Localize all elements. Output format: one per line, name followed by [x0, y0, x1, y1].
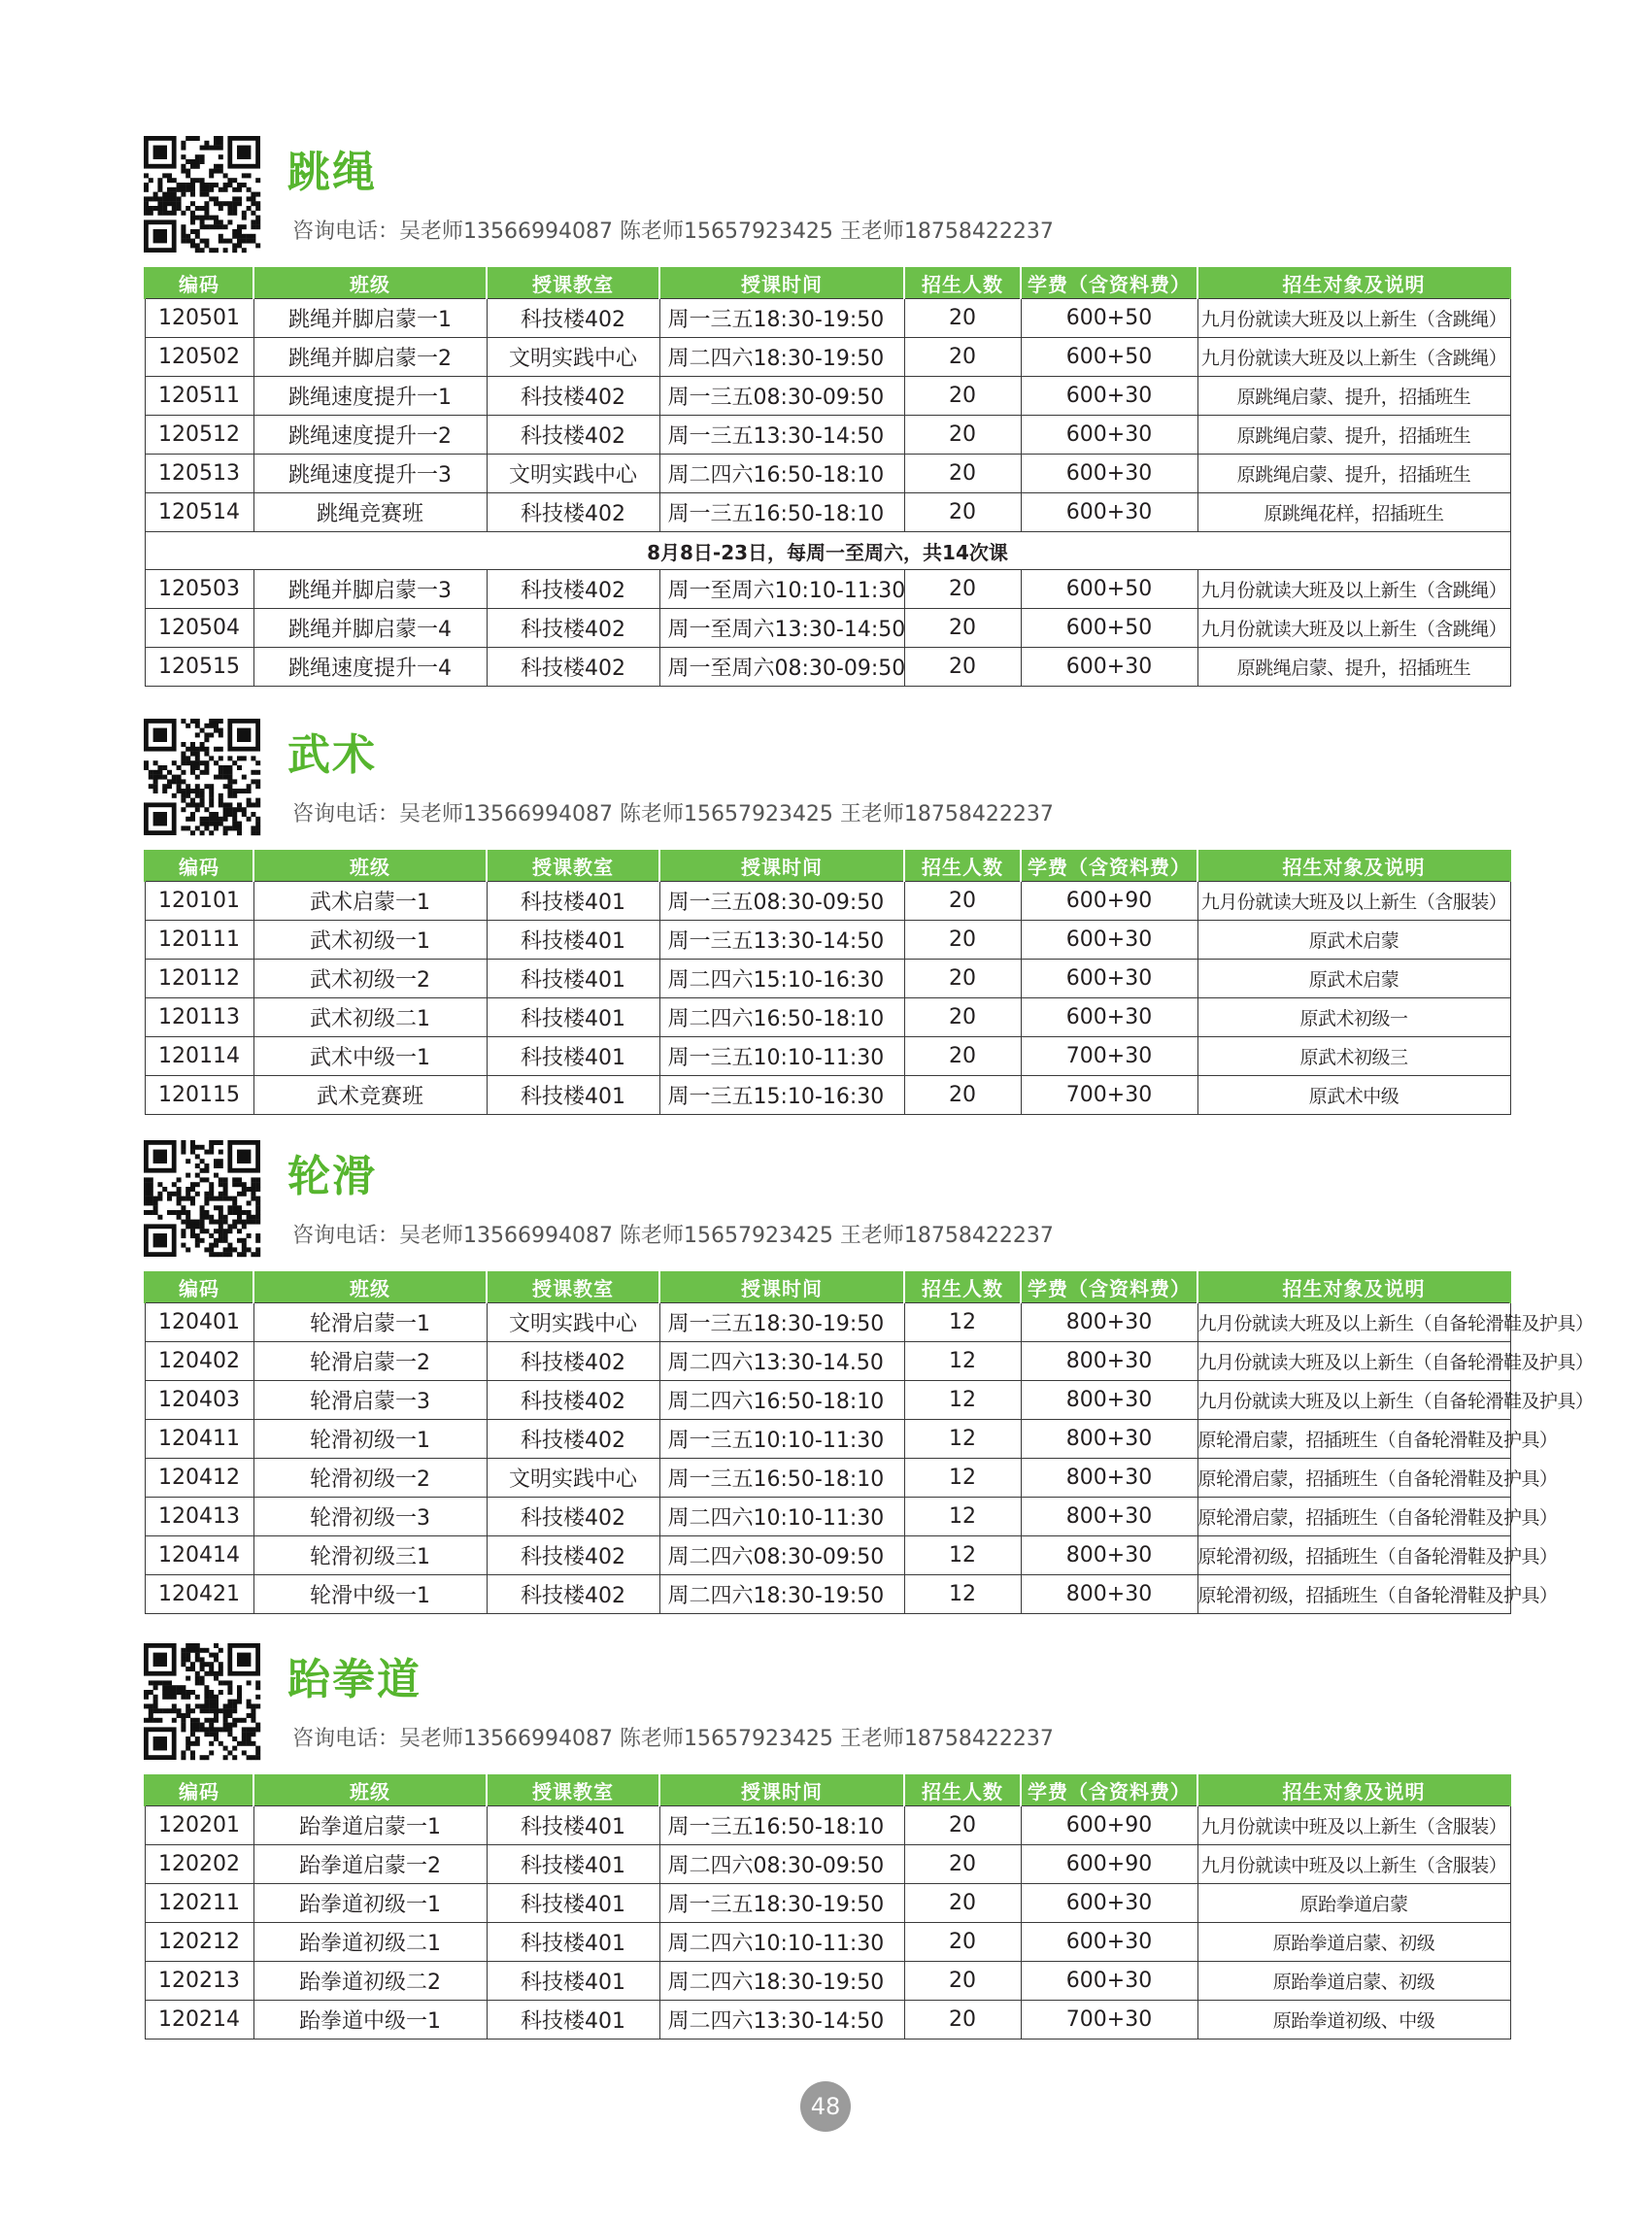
cell-code: 120501 [145, 299, 253, 338]
column-header-fee: 学费（含资料费） [1021, 267, 1197, 299]
column-header-classroom: 授课教室 [487, 1774, 659, 1806]
cell-fee: 600+50 [1021, 570, 1197, 609]
cell-classroom: 科技楼402 [487, 609, 659, 648]
schedule-notice: 8月8日-23日，每周一至周六，共14次课 [145, 532, 1510, 570]
cell-time: 周一三五18:30-19:50 [659, 299, 904, 338]
cell-time: 周一至周六08:30-09:50 [659, 648, 904, 687]
column-header-class: 班级 [253, 267, 487, 299]
cell-code: 120421 [145, 1575, 253, 1614]
cell-classroom: 文明实践中心 [487, 1303, 659, 1342]
section-roller-skating [144, 1140, 1594, 1614]
cell-note: 原轮滑初级，招插班生（自备轮滑鞋及护具） [1197, 1536, 1510, 1575]
cell-fee: 800+30 [1021, 1498, 1197, 1536]
cell-time: 周二四六08:30-09:50 [659, 1845, 904, 1884]
cell-code: 120511 [145, 377, 253, 416]
cell-capacity: 12 [904, 1381, 1021, 1420]
column-header-note: 招生对象及说明 [1197, 850, 1510, 882]
column-header-classroom: 授课教室 [487, 267, 659, 299]
table-row [145, 1845, 1510, 1884]
course-table [144, 1774, 1511, 2040]
table-row [145, 1459, 1510, 1498]
cell-note: 九月份就读中班及以上新生（含服装） [1197, 1845, 1510, 1884]
cell-time: 周二四六18:30-19:50 [659, 1962, 904, 2001]
cell-note: 九月份就读大班及以上新生（自备轮滑鞋及护具） [1197, 1303, 1510, 1342]
column-header-fee: 学费（含资料费） [1021, 850, 1197, 882]
cell-time: 周二四六13:30-14:50 [659, 2001, 904, 2040]
cell-fee: 600+30 [1021, 1962, 1197, 2001]
cell-fee: 600+50 [1021, 338, 1197, 377]
cell-code: 120202 [145, 1845, 253, 1884]
cell-fee: 700+30 [1021, 2001, 1197, 2040]
table-row [145, 455, 1510, 493]
cell-code: 120112 [145, 960, 253, 998]
cell-code: 120413 [145, 1498, 253, 1536]
table-row [145, 1536, 1510, 1575]
cell-capacity: 12 [904, 1342, 1021, 1381]
cell-class: 跳绳并脚启蒙一1 [253, 299, 487, 338]
cell-note: 九月份就读大班及以上新生（含跳绳） [1197, 338, 1510, 377]
cell-note: 原轮滑初级，招插班生（自备轮滑鞋及护具） [1197, 1575, 1510, 1614]
notice-row [145, 532, 1510, 570]
cell-fee: 600+30 [1021, 960, 1197, 998]
table-header-row [145, 267, 1510, 299]
table-row [145, 609, 1510, 648]
table-row [145, 1498, 1510, 1536]
cell-classroom: 科技楼402 [487, 1498, 659, 1536]
cell-note: 原轮滑启蒙，招插班生（自备轮滑鞋及护具） [1197, 1420, 1510, 1459]
cell-time: 周一三五10:10-11:30 [659, 1420, 904, 1459]
cell-classroom: 科技楼401 [487, 1076, 659, 1115]
cell-code: 120504 [145, 609, 253, 648]
section-header [144, 719, 1509, 850]
section-taekwondo [144, 1643, 1509, 2040]
course-table [144, 1271, 1594, 1614]
column-header-code: 编码 [145, 850, 253, 882]
cell-classroom: 科技楼402 [487, 416, 659, 455]
column-header-capacity: 招生人数 [904, 1774, 1021, 1806]
cell-capacity: 20 [904, 921, 1021, 960]
column-header-note: 招生对象及说明 [1197, 267, 1510, 299]
cell-note: 原跳绳启蒙、提升，招插班生 [1197, 377, 1510, 416]
table-row [145, 2001, 1510, 2040]
cell-note: 原武术启蒙 [1197, 921, 1510, 960]
cell-class: 轮滑启蒙一1 [253, 1303, 487, 1342]
cell-classroom: 科技楼402 [487, 1536, 659, 1575]
cell-classroom: 科技楼401 [487, 960, 659, 998]
section-title: 轮滑 [287, 1152, 377, 1201]
cell-classroom: 科技楼402 [487, 299, 659, 338]
qr-code-icon [144, 1140, 260, 1257]
cell-class: 轮滑启蒙一3 [253, 1381, 487, 1420]
table-row [145, 998, 1510, 1037]
cell-capacity: 20 [904, 1923, 1021, 1962]
cell-time: 周一三五16:50-18:10 [659, 1459, 904, 1498]
cell-fee: 800+30 [1021, 1342, 1197, 1381]
cell-fee: 600+30 [1021, 1884, 1197, 1923]
cell-note: 原跳绳花样，招插班生 [1197, 493, 1510, 532]
cell-note: 九月份就读大班及以上新生（含跳绳） [1197, 299, 1510, 338]
cell-capacity: 20 [904, 416, 1021, 455]
qr-code-icon [144, 1643, 260, 1760]
cell-capacity: 12 [904, 1498, 1021, 1536]
cell-fee: 800+30 [1021, 1303, 1197, 1342]
column-header-fee: 学费（含资料费） [1021, 1271, 1197, 1303]
cell-classroom: 科技楼401 [487, 921, 659, 960]
cell-fee: 600+90 [1021, 1806, 1197, 1845]
cell-class: 跆拳道启蒙一1 [253, 1806, 487, 1845]
cell-code: 120201 [145, 1806, 253, 1845]
cell-class: 轮滑中级一1 [253, 1575, 487, 1614]
cell-capacity: 12 [904, 1575, 1021, 1614]
cell-time: 周二四六10:10-11:30 [659, 1923, 904, 1962]
cell-fee: 600+30 [1021, 455, 1197, 493]
section-header [144, 1140, 1509, 1271]
column-header-classroom: 授课教室 [487, 1271, 659, 1303]
cell-note: 九月份就读大班及以上新生（含跳绳） [1197, 609, 1510, 648]
cell-capacity: 20 [904, 609, 1021, 648]
cell-capacity: 20 [904, 960, 1021, 998]
cell-capacity: 20 [904, 455, 1021, 493]
cell-classroom: 科技楼402 [487, 1575, 659, 1614]
cell-code: 120213 [145, 1962, 253, 2001]
cell-time: 周一三五10:10-11:30 [659, 1037, 904, 1076]
cell-note: 原武术初级三 [1197, 1037, 1510, 1076]
cell-code: 120101 [145, 882, 253, 921]
table-row [145, 416, 1510, 455]
cell-time: 周一三五15:10-16:30 [659, 1076, 904, 1115]
cell-time: 周一三五16:50-18:10 [659, 1806, 904, 1845]
cell-capacity: 20 [904, 998, 1021, 1037]
cell-classroom: 科技楼402 [487, 570, 659, 609]
table-row [145, 1884, 1510, 1923]
cell-note: 原轮滑启蒙，招插班生（自备轮滑鞋及护具） [1197, 1459, 1510, 1498]
cell-class: 跆拳道初级一1 [253, 1884, 487, 1923]
cell-fee: 600+50 [1021, 609, 1197, 648]
cell-capacity: 12 [904, 1536, 1021, 1575]
cell-note: 原跆拳道启蒙、初级 [1197, 1923, 1510, 1962]
cell-capacity: 20 [904, 648, 1021, 687]
cell-time: 周一至周六13:30-14:50 [659, 609, 904, 648]
cell-code: 120403 [145, 1381, 253, 1420]
cell-capacity: 20 [904, 570, 1021, 609]
table-row [145, 1923, 1510, 1962]
cell-fee: 800+30 [1021, 1420, 1197, 1459]
cell-fee: 600+90 [1021, 1845, 1197, 1884]
cell-code: 120113 [145, 998, 253, 1037]
cell-class: 轮滑初级一3 [253, 1498, 487, 1536]
cell-time: 周一三五08:30-09:50 [659, 882, 904, 921]
cell-code: 120412 [145, 1459, 253, 1498]
table-row [145, 377, 1510, 416]
cell-fee: 800+30 [1021, 1536, 1197, 1575]
cell-time: 周二四六16:50-18:10 [659, 998, 904, 1037]
cell-note: 原跳绳启蒙、提升，招插班生 [1197, 648, 1510, 687]
cell-classroom: 科技楼401 [487, 1962, 659, 2001]
cell-fee: 800+30 [1021, 1459, 1197, 1498]
cell-note: 九月份就读大班及以上新生（自备轮滑鞋及护具） [1197, 1342, 1510, 1381]
cell-class: 跳绳竞赛班 [253, 493, 487, 532]
table-row [145, 570, 1510, 609]
cell-classroom: 科技楼401 [487, 2001, 659, 2040]
cell-note: 九月份就读大班及以上新生（含跳绳） [1197, 570, 1510, 609]
cell-time: 周二四六13:30-14.50 [659, 1342, 904, 1381]
cell-note: 原武术初级一 [1197, 998, 1510, 1037]
table-row [145, 1076, 1510, 1115]
table-row [145, 1420, 1510, 1459]
section-martial-arts [144, 719, 1509, 1115]
section-contact: 咨询电话：吴老师13566994087 陈老师15657923425 王老师18758422237 [292, 1727, 1054, 1751]
cell-time: 周一至周六10:10-11:30 [659, 570, 904, 609]
cell-class: 跳绳速度提升一2 [253, 416, 487, 455]
cell-code: 120512 [145, 416, 253, 455]
cell-classroom: 科技楼402 [487, 648, 659, 687]
section-contact: 咨询电话：吴老师13566994087 陈老师15657923425 王老师18758422237 [292, 1224, 1054, 1248]
cell-capacity: 20 [904, 1076, 1021, 1115]
cell-fee: 800+30 [1021, 1575, 1197, 1614]
cell-capacity: 20 [904, 299, 1021, 338]
cell-classroom: 文明实践中心 [487, 338, 659, 377]
table-row [145, 1303, 1510, 1342]
cell-time: 周一三五13:30-14:50 [659, 416, 904, 455]
table-header-row [145, 1271, 1510, 1303]
column-header-capacity: 招生人数 [904, 1271, 1021, 1303]
cell-classroom: 科技楼402 [487, 1381, 659, 1420]
cell-classroom: 科技楼401 [487, 1845, 659, 1884]
cell-time: 周一三五18:30-19:50 [659, 1303, 904, 1342]
cell-capacity: 20 [904, 1845, 1021, 1884]
cell-classroom: 科技楼401 [487, 882, 659, 921]
cell-capacity: 12 [904, 1420, 1021, 1459]
cell-class: 轮滑初级一2 [253, 1459, 487, 1498]
cell-classroom: 文明实践中心 [487, 455, 659, 493]
column-header-code: 编码 [145, 1774, 253, 1806]
page-number: 48 [800, 2081, 851, 2132]
column-header-classroom: 授课教室 [487, 850, 659, 882]
cell-classroom: 科技楼402 [487, 377, 659, 416]
table-row [145, 921, 1510, 960]
table-row [145, 1962, 1510, 2001]
cell-class: 跆拳道初级二2 [253, 1962, 487, 2001]
cell-class: 跳绳并脚启蒙一4 [253, 609, 487, 648]
cell-code: 120402 [145, 1342, 253, 1381]
cell-class: 跳绳速度提升一3 [253, 455, 487, 493]
cell-code: 120212 [145, 1923, 253, 1962]
cell-code: 120513 [145, 455, 253, 493]
cell-note: 原武术启蒙 [1197, 960, 1510, 998]
cell-note: 九月份就读大班及以上新生（含服装） [1197, 882, 1510, 921]
section-title: 跳绳 [287, 148, 377, 197]
cell-classroom: 科技楼402 [487, 1420, 659, 1459]
cell-time: 周一三五13:30-14:50 [659, 921, 904, 960]
cell-note: 原跳绳启蒙、提升，招插班生 [1197, 416, 1510, 455]
qr-code-icon [144, 136, 260, 253]
section-contact: 咨询电话：吴老师13566994087 陈老师15657923425 王老师18758422237 [292, 219, 1054, 244]
cell-class: 轮滑初级一1 [253, 1420, 487, 1459]
cell-class: 武术初级二1 [253, 998, 487, 1037]
table-row [145, 338, 1510, 377]
column-header-time: 授课时间 [659, 267, 904, 299]
table-row [145, 299, 1510, 338]
cell-class: 武术初级一2 [253, 960, 487, 998]
column-header-note: 招生对象及说明 [1197, 1774, 1510, 1806]
cell-classroom: 科技楼401 [487, 1037, 659, 1076]
table-row [145, 648, 1510, 687]
column-header-class: 班级 [253, 1774, 487, 1806]
cell-code: 120414 [145, 1536, 253, 1575]
column-header-fee: 学费（含资料费） [1021, 1774, 1197, 1806]
cell-time: 周二四六15:10-16:30 [659, 960, 904, 998]
cell-code: 120514 [145, 493, 253, 532]
cell-fee: 700+30 [1021, 1037, 1197, 1076]
cell-classroom: 科技楼402 [487, 493, 659, 532]
cell-capacity: 20 [904, 1806, 1021, 1845]
cell-fee: 600+30 [1021, 416, 1197, 455]
cell-note: 原跆拳道启蒙、初级 [1197, 1962, 1510, 2001]
table-row [145, 1381, 1510, 1420]
cell-time: 周二四六18:30-19:50 [659, 338, 904, 377]
column-header-class: 班级 [253, 850, 487, 882]
cell-code: 120114 [145, 1037, 253, 1076]
cell-code: 120115 [145, 1076, 253, 1115]
cell-time: 周二四六16:50-18:10 [659, 455, 904, 493]
cell-class: 轮滑启蒙一2 [253, 1342, 487, 1381]
cell-capacity: 20 [904, 377, 1021, 416]
cell-capacity: 20 [904, 493, 1021, 532]
cell-note: 九月份就读大班及以上新生（自备轮滑鞋及护具） [1197, 1381, 1510, 1420]
cell-capacity: 20 [904, 2001, 1021, 2040]
section-title: 跆拳道 [287, 1655, 421, 1704]
cell-time: 周二四六08:30-09:50 [659, 1536, 904, 1575]
course-table [144, 850, 1511, 1115]
cell-class: 轮滑初级三1 [253, 1536, 487, 1575]
column-header-code: 编码 [145, 267, 253, 299]
cell-time: 周一三五16:50-18:10 [659, 493, 904, 532]
cell-capacity: 12 [904, 1459, 1021, 1498]
cell-class: 跳绳并脚启蒙一3 [253, 570, 487, 609]
cell-fee: 600+30 [1021, 921, 1197, 960]
column-header-capacity: 招生人数 [904, 850, 1021, 882]
cell-capacity: 20 [904, 1884, 1021, 1923]
cell-fee: 600+50 [1021, 299, 1197, 338]
column-header-capacity: 招生人数 [904, 267, 1021, 299]
qr-code-icon [144, 719, 260, 835]
cell-class: 武术初级一1 [253, 921, 487, 960]
cell-class: 跳绳速度提升一4 [253, 648, 487, 687]
section-jump-rope [144, 136, 1509, 687]
cell-fee: 600+30 [1021, 1923, 1197, 1962]
cell-fee: 800+30 [1021, 1381, 1197, 1420]
table-row [145, 493, 1510, 532]
column-header-code: 编码 [145, 1271, 253, 1303]
cell-classroom: 科技楼401 [487, 1806, 659, 1845]
cell-code: 120515 [145, 648, 253, 687]
cell-note: 原跆拳道启蒙 [1197, 1884, 1510, 1923]
table-row [145, 1806, 1510, 1845]
section-header [144, 1643, 1509, 1774]
column-header-class: 班级 [253, 1271, 487, 1303]
cell-code: 120214 [145, 2001, 253, 2040]
section-contact: 咨询电话：吴老师13566994087 陈老师15657923425 王老师18758422237 [292, 802, 1054, 826]
cell-code: 120502 [145, 338, 253, 377]
cell-class: 跆拳道启蒙一2 [253, 1845, 487, 1884]
cell-code: 120111 [145, 921, 253, 960]
cell-capacity: 20 [904, 338, 1021, 377]
cell-time: 周一三五08:30-09:50 [659, 377, 904, 416]
cell-time: 周二四六18:30-19:50 [659, 1575, 904, 1614]
cell-class: 武术中级一1 [253, 1037, 487, 1076]
cell-fee: 600+90 [1021, 882, 1197, 921]
section-title: 武术 [287, 730, 377, 780]
column-header-time: 授课时间 [659, 1271, 904, 1303]
cell-classroom: 科技楼401 [487, 1923, 659, 1962]
table-row [145, 1342, 1510, 1381]
column-header-time: 授课时间 [659, 1774, 904, 1806]
cell-code: 120211 [145, 1884, 253, 1923]
cell-classroom: 科技楼402 [487, 1342, 659, 1381]
cell-capacity: 20 [904, 882, 1021, 921]
cell-time: 周一三五18:30-19:50 [659, 1884, 904, 1923]
cell-class: 跆拳道初级二1 [253, 1923, 487, 1962]
cell-classroom: 科技楼401 [487, 1884, 659, 1923]
cell-classroom: 科技楼401 [487, 998, 659, 1037]
cell-fee: 600+30 [1021, 648, 1197, 687]
cell-class: 跆拳道中级一1 [253, 2001, 487, 2040]
column-header-note: 招生对象及说明 [1197, 1271, 1510, 1303]
cell-class: 跳绳速度提升一1 [253, 377, 487, 416]
cell-note: 原武术中级 [1197, 1076, 1510, 1115]
cell-capacity: 12 [904, 1303, 1021, 1342]
cell-capacity: 20 [904, 1962, 1021, 2001]
table-row [145, 882, 1510, 921]
table-row [145, 960, 1510, 998]
table-row [145, 1037, 1510, 1076]
cell-classroom: 文明实践中心 [487, 1459, 659, 1498]
cell-fee: 600+30 [1021, 998, 1197, 1037]
cell-fee: 700+30 [1021, 1076, 1197, 1115]
cell-code: 120401 [145, 1303, 253, 1342]
section-header [144, 136, 1509, 267]
cell-class: 武术竞赛班 [253, 1076, 487, 1115]
table-header-row [145, 1774, 1510, 1806]
cell-class: 武术启蒙一1 [253, 882, 487, 921]
cell-class: 跳绳并脚启蒙一2 [253, 338, 487, 377]
cell-note: 九月份就读中班及以上新生（含服装） [1197, 1806, 1510, 1845]
cell-fee: 600+30 [1021, 493, 1197, 532]
course-table [144, 267, 1511, 687]
table-header-row [145, 850, 1510, 882]
cell-time: 周二四六10:10-11:30 [659, 1498, 904, 1536]
cell-note: 原轮滑启蒙，招插班生（自备轮滑鞋及护具） [1197, 1498, 1510, 1536]
cell-code: 120503 [145, 570, 253, 609]
column-header-time: 授课时间 [659, 850, 904, 882]
cell-fee: 600+30 [1021, 377, 1197, 416]
cell-time: 周二四六16:50-18:10 [659, 1381, 904, 1420]
table-row [145, 1575, 1510, 1614]
cell-code: 120411 [145, 1420, 253, 1459]
cell-note: 原跆拳道初级、中级 [1197, 2001, 1510, 2040]
cell-note: 原跳绳启蒙、提升，招插班生 [1197, 455, 1510, 493]
cell-capacity: 20 [904, 1037, 1021, 1076]
